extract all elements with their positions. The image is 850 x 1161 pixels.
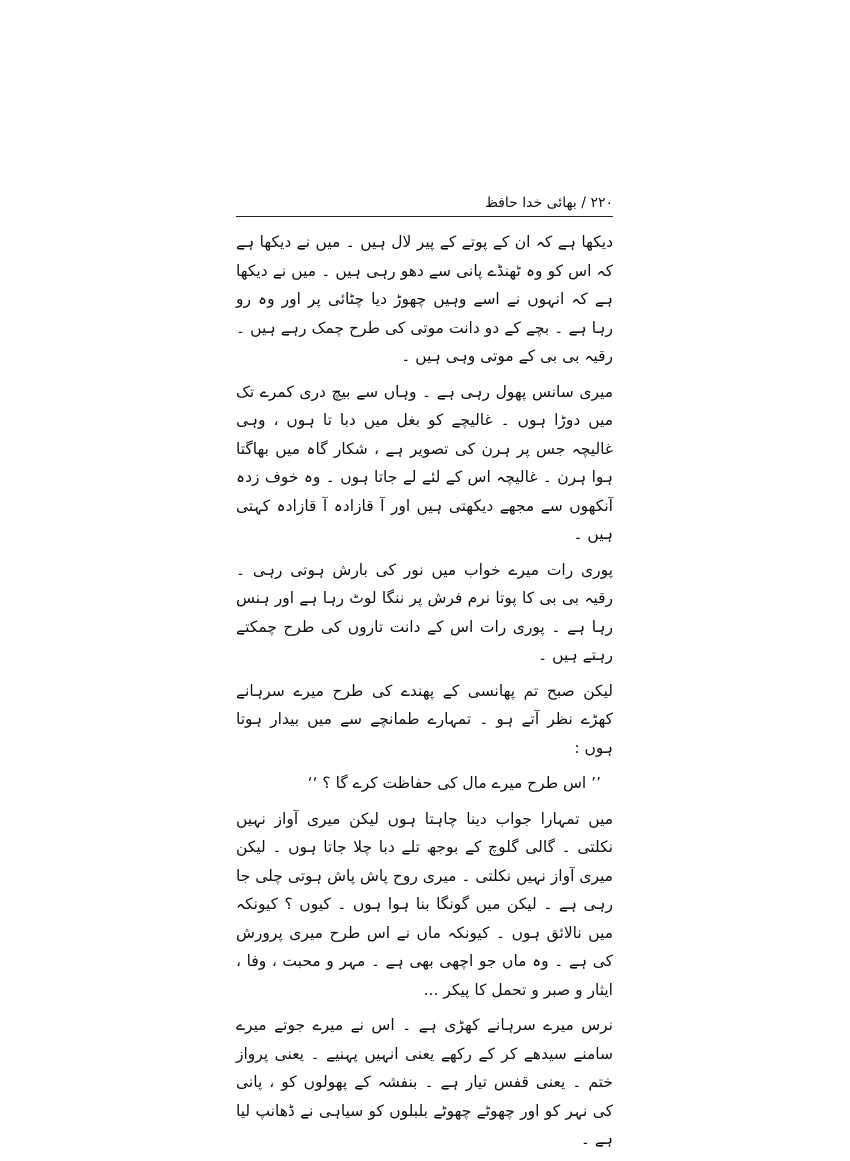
header-rule — [236, 216, 613, 217]
paragraph-4: لیکن صبح تم پھانسی کے پھندے کی طرح میرے سرہانے کھڑے نظر آتے ہو ۔ تمہارے طمانچے سے میں بیدار ہوتا ہوں : — [236, 681, 613, 757]
paragraph-2: میری سانس پھول رہی ہے ۔ وہاں سے بیچ دری کمرے تک میں دوڑا ہوں ۔ غالیچے کو بغل میں دبا تا ہوں ، وہی غالیچہ جس پر ہرن کی تصویر ہے ، شکار گاہ میں بھاگتا ہوا ہرن ۔ غالیچہ اس کے لئے لے جاتا ہوں ۔ وہ خوف زدہ آنکھوں سے مجھے دیکھتی ہیں اور آ قازادہ آ قازادہ کہتی ہیں ۔ — [236, 382, 613, 543]
body-text — [236, 228, 613, 1161]
quoted-line: ’’ اس طرح میرے مال کی حفاظت کرے گا ؟ ‘‘ — [307, 774, 601, 792]
paragraph-1: دیکھا ہے کہ ان کے پوتے کے پیر لال ہیں ۔ میں نے دیکھا ہے کہ اس کو وہ ٹھنڈے پانی سے دھو رہی ہیں ۔ میں نے دیکھا ہے کہ انہوں نے اسے وہیں چھوڑ دیا چٹائی پر اور وہ رو رہا ہے ۔ بچے کے دو دانت موتی کی طرح چمک رہے ہیں ۔ رقیہ بی بی کے موتی وہی ہیں ۔ — [236, 233, 613, 365]
paragraph-5: میں تمہارا جواب دینا چاہتا ہوں لیکن میری آواز نہیں نکلتی ۔ گالی گلوچ کے بوجھ تلے دبا چلا جاتا ہوں ۔ لیکن میری آواز نہیں نکلتی ۔ میری روح پاش پاش ہوتی چلی جا رہی ہے ۔ لیکن میں گونگا بنا ہوا ہوں ۔ کیوں ؟ کیونکہ میں نالائق ہوں ۔ کیونکہ ماں نے اس طرح میری پرورش کی ہے ۔ وہ ماں جو اچھی بھی ہے ۔ مہر و محبت ، وفا ، ایثار و صبر و تحمل کا پیکر ... — [236, 809, 613, 999]
paragraph-6: نرس میرے سرہانے کھڑی ہے ۔ اس نے میرے جوتے میرے سامنے سیدھے کر کے رکھے یعنی انہیں پہنیے ۔ یعنی پرواز ختم ۔ یعنی قفس تیار ہے ۔ بنفشہ کے پھولوں کو ، پانی کی نہر کو اور چھوٹے چھوٹے بلبلوں کو سیاہی نے ڈھانپ لیا ہے ۔ — [236, 1016, 613, 1148]
running-head: ۲۲۰ / بھائی خدا حافظ — [484, 195, 613, 211]
paragraph-3: پوری رات میرے خواب میں نور کی بارش ہوتی رہی ۔ رقیہ بی بی کا پوتا نرم فرش پر ننگا لوٹ رہا ہے اور ہنس رہا ہے ۔ پوری رات اس کے دانت تاروں کی طرح چمکتے رہتے ہیں ۔ — [236, 560, 613, 664]
page-header — [236, 191, 613, 217]
